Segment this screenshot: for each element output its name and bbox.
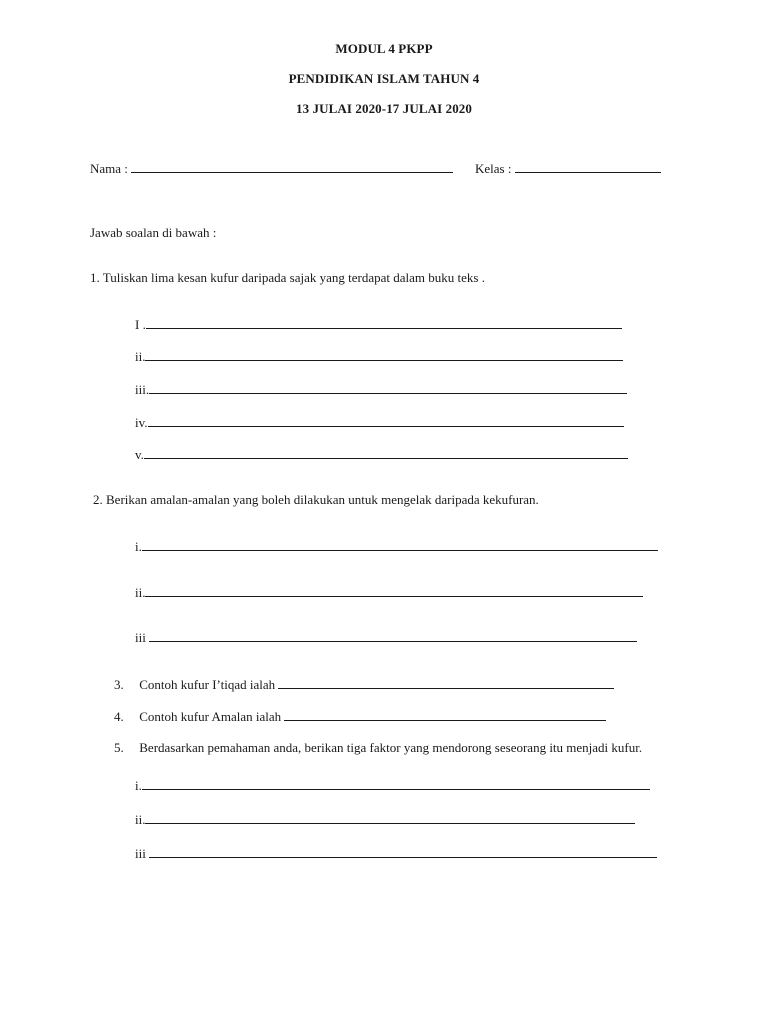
q1-answer-row-4 xyxy=(135,414,624,431)
q2-answer-field-3[interactable] xyxy=(149,629,637,642)
q5-marker-3: iii xyxy=(135,846,146,861)
question-4-row xyxy=(114,708,606,725)
instruction-text: Jawab soalan di bawah : xyxy=(90,225,217,240)
question-5-row xyxy=(114,740,642,756)
q1-marker-2: ii. xyxy=(135,349,146,364)
q2-answer-row-2 xyxy=(135,584,643,601)
name-field[interactable] xyxy=(131,160,453,173)
question-1-text: 1. Tuliskan lima kesan kufur daripada sajak yang terdapat dalam buku teks . xyxy=(90,270,485,285)
q1-answer-field-4[interactable] xyxy=(148,414,624,427)
q1-answer-field-1[interactable] xyxy=(146,316,622,329)
q5-answer-field-2[interactable] xyxy=(145,811,635,824)
q5-answer-row-1 xyxy=(135,777,650,794)
q2-marker-3: iii xyxy=(135,630,146,645)
q2-answer-field-2[interactable] xyxy=(145,584,643,597)
q3-number: 3. xyxy=(114,677,124,692)
q1-answer-row-1 xyxy=(135,316,622,333)
question-2-text: 2. Berikan amalan-amalan yang boleh dilakukan untuk mengelak daripada kekufuran. xyxy=(93,492,539,507)
q4-number: 4. xyxy=(114,709,124,724)
name-row xyxy=(90,160,453,177)
q5-number: 5. xyxy=(114,740,124,755)
q3-text: Contoh kufur I’tiqad ialah xyxy=(139,677,276,692)
q1-answer-field-2[interactable] xyxy=(145,348,623,361)
q5-answer-row-2 xyxy=(135,811,635,828)
q1-answer-field-3[interactable] xyxy=(149,381,627,394)
question-3-row xyxy=(114,676,614,693)
class-label: Kelas : xyxy=(475,161,512,176)
q5-text: Berdasarkan pemahaman anda, berikan tiga faktor yang mendorong seseorang itu menjadi kufur. xyxy=(139,740,643,755)
q5-answer-field-1[interactable] xyxy=(142,777,650,790)
module-title: MODUL 4 PKPP xyxy=(335,41,433,56)
q2-marker-2: ii. xyxy=(135,585,146,600)
q2-marker-1: i. xyxy=(135,539,142,554)
q1-marker-5: v. xyxy=(135,447,144,462)
q1-answer-field-5[interactable] xyxy=(144,446,628,459)
q5-marker-1: i. xyxy=(135,778,142,793)
q5-answer-field-3[interactable] xyxy=(149,845,657,858)
q1-answer-row-2 xyxy=(135,348,623,365)
q1-marker-4: iv. xyxy=(135,415,148,430)
q5-answer-row-3 xyxy=(135,845,657,862)
class-field[interactable] xyxy=(515,160,661,173)
date-range: 13 JULAI 2020-17 JULAI 2020 xyxy=(295,101,473,116)
q2-answer-row-3 xyxy=(135,629,637,646)
q2-answer-row-1 xyxy=(135,538,658,555)
class-row xyxy=(475,160,661,177)
q3-answer-field[interactable] xyxy=(278,676,614,689)
q1-marker-3: iii. xyxy=(135,382,150,397)
q2-answer-field-1[interactable] xyxy=(142,538,658,551)
q5-marker-2: ii. xyxy=(135,812,146,827)
q4-answer-field[interactable] xyxy=(284,708,606,721)
q1-answer-row-5 xyxy=(135,446,628,463)
q4-text: Contoh kufur Amalan ialah xyxy=(139,709,282,724)
subject-title: PENDIDIKAN ISLAM TAHUN 4 xyxy=(288,71,480,86)
q1-marker-1: I . xyxy=(135,317,146,332)
q1-answer-row-3 xyxy=(135,381,627,398)
name-label: Nama : xyxy=(90,161,128,176)
